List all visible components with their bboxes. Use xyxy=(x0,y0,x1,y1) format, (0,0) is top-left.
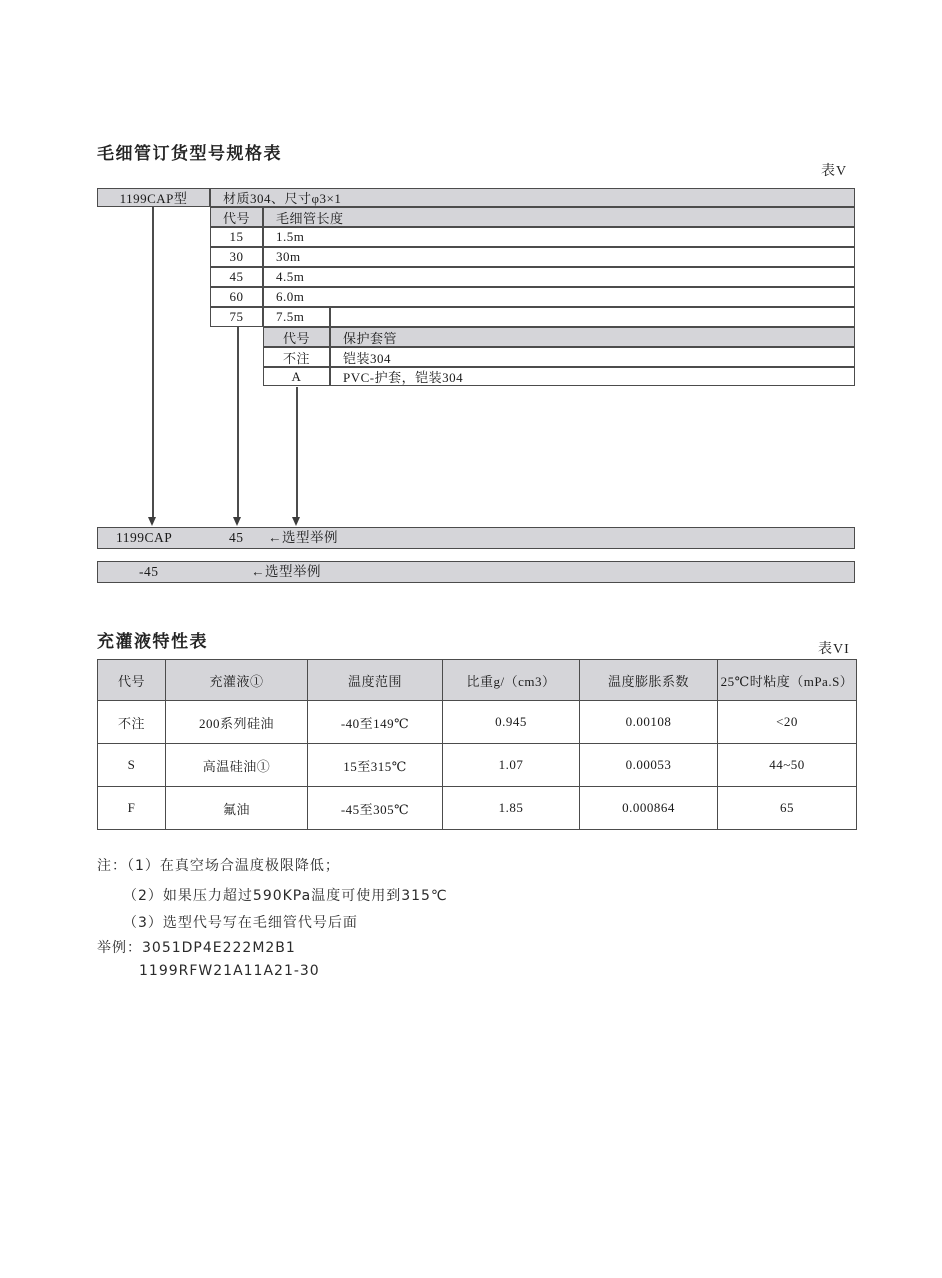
sleeve-row-code: A xyxy=(263,367,330,386)
cell: 1.85 xyxy=(443,787,580,830)
connector-line-length-code xyxy=(237,326,239,517)
length-row-code: 30 xyxy=(210,247,263,267)
cell: F xyxy=(98,787,166,830)
example-code-line-1: 举例：3051DP4E222M2B1 xyxy=(97,940,296,956)
sleeve-row-value: 铠装304 xyxy=(330,347,855,367)
col-header: 代号 xyxy=(98,660,166,701)
example-code-text: -45 xyxy=(139,564,159,579)
length-name-header-cell: 毛细管长度 xyxy=(263,207,855,227)
note-line-1: 注：（1）在真空场合温度极限降低； xyxy=(97,858,340,874)
arrow-down-icon xyxy=(233,517,241,526)
arrow-down-icon xyxy=(292,517,300,526)
connector-line-model xyxy=(152,207,154,517)
table-vi-title: 充灌液特性表 xyxy=(97,632,208,652)
example-code-text: 45 xyxy=(229,530,244,545)
sleeve-name-header-cell: 保护套管 xyxy=(330,327,855,347)
length-row-code: 15 xyxy=(210,227,263,247)
cell: 0.00053 xyxy=(580,744,718,787)
example-code-line-2: 1199RFW21A11A21-30 xyxy=(139,963,320,979)
table-v-label: 表V xyxy=(821,164,848,179)
length-row-code: 45 xyxy=(210,267,263,287)
length-row-code: 60 xyxy=(210,287,263,307)
note-line-2: （2）如果压力超过590KPa温度可使用到315℃ xyxy=(123,888,448,904)
example-bar-1 xyxy=(97,527,855,549)
sleeve-code-header-cell: 代号 xyxy=(263,327,330,347)
col-header: 温度范围 xyxy=(308,660,443,701)
cell: 0.945 xyxy=(443,701,580,744)
length-row-value: 30m xyxy=(263,247,855,267)
fill-liquid-table xyxy=(97,659,857,830)
example-label-text: ←选型举例 xyxy=(251,564,321,579)
cell: 高温硅油① xyxy=(166,744,308,787)
table-v-title: 毛细管订货型号规格表 xyxy=(97,144,282,164)
length-row-value: 4.5m xyxy=(263,267,855,287)
cell: 氟油 xyxy=(166,787,308,830)
cell: 不注 xyxy=(98,701,166,744)
length-row-filler-cell xyxy=(330,307,855,327)
cell: <20 xyxy=(718,701,857,744)
col-header: 25℃时粘度（mPa.S） xyxy=(718,660,857,701)
length-code-header-cell: 代号 xyxy=(210,207,263,227)
table-row xyxy=(98,744,857,787)
arrow-down-icon xyxy=(148,517,156,526)
length-row-value: 1.5m xyxy=(263,227,855,247)
material-spec-cell: 材质304、尺寸φ3×1 xyxy=(210,188,855,207)
col-header: 充灌液① xyxy=(166,660,308,701)
sleeve-row-code: 不注 xyxy=(263,347,330,367)
example-label-text: ←选型举例 xyxy=(268,530,338,545)
sleeve-row-value: PVC-护套，铠装304 xyxy=(330,367,855,386)
table-header-row xyxy=(98,660,857,701)
cell: 44~50 xyxy=(718,744,857,787)
table-row xyxy=(98,787,857,830)
cell: 65 xyxy=(718,787,857,830)
note-line-3: （3）选型代号写在毛细管代号后面 xyxy=(123,915,358,931)
length-row-value: 6.0m xyxy=(263,287,855,307)
capillary-order-table xyxy=(97,188,855,386)
cell: 200系列硅油 xyxy=(166,701,308,744)
cell: -40至149℃ xyxy=(308,701,443,744)
length-row-value: 7.5m xyxy=(263,307,330,327)
cell: 15至315℃ xyxy=(308,744,443,787)
example-model-text: 1199CAP xyxy=(116,530,173,545)
cell: -45至305℃ xyxy=(308,787,443,830)
model-type-cell: 1199CAP型 xyxy=(97,188,210,207)
cell: 0.000864 xyxy=(580,787,718,830)
cell: 1.07 xyxy=(443,744,580,787)
cell: S xyxy=(98,744,166,787)
table-vi-label: 表VI xyxy=(818,642,850,657)
table-row xyxy=(98,701,857,744)
col-header: 比重g/（cm3） xyxy=(443,660,580,701)
example-bar-2 xyxy=(97,561,855,583)
length-row-code: 75 xyxy=(210,307,263,327)
cell: 0.00108 xyxy=(580,701,718,744)
connector-line-sleeve-code xyxy=(296,387,298,517)
col-header: 温度膨胀系数 xyxy=(580,660,718,701)
